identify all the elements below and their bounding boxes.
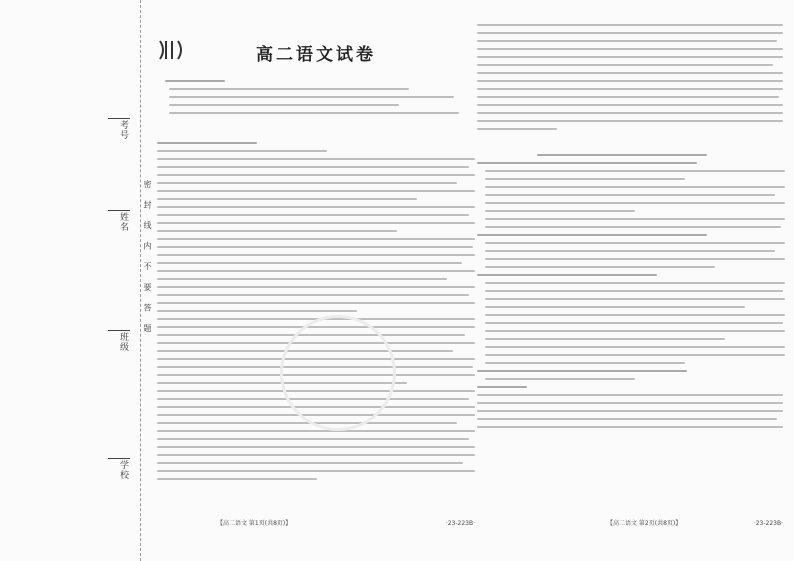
xingming-fill-line: [108, 210, 130, 211]
page-1: [157, 20, 475, 535]
page-2-code: ·23-223B·: [753, 520, 783, 527]
page-1-footer: 【高二语文 第1页(共8页)】: [217, 520, 292, 527]
watermark-seal: [280, 315, 396, 431]
page-1-code: ·23-223B·: [445, 520, 475, 527]
xuexiao-fill-line: [108, 458, 130, 459]
label-kaohao: 考号: [118, 120, 128, 140]
notice-section: [157, 80, 475, 120]
page-2: [477, 20, 783, 535]
binding-margin: [0, 0, 155, 561]
label-xingming: 姓名: [118, 212, 128, 232]
label-banji: 班级: [118, 332, 128, 352]
banji-fill-line: [108, 330, 130, 331]
modern-reading-section: [157, 142, 475, 486]
page-2-footer: 【高二语文 第2页(共8页)】: [607, 520, 682, 527]
questions-section: [477, 154, 783, 434]
sealing-line: [140, 0, 141, 561]
exam-title: 高二语文试卷: [256, 45, 376, 65]
label-xuexiao: 学校: [118, 460, 128, 480]
kaohao-fill-line: [108, 118, 130, 119]
sealing-line-notice: 密 封 线 内 不 要 答 题: [143, 180, 152, 337]
passage-continued: [477, 24, 783, 136]
